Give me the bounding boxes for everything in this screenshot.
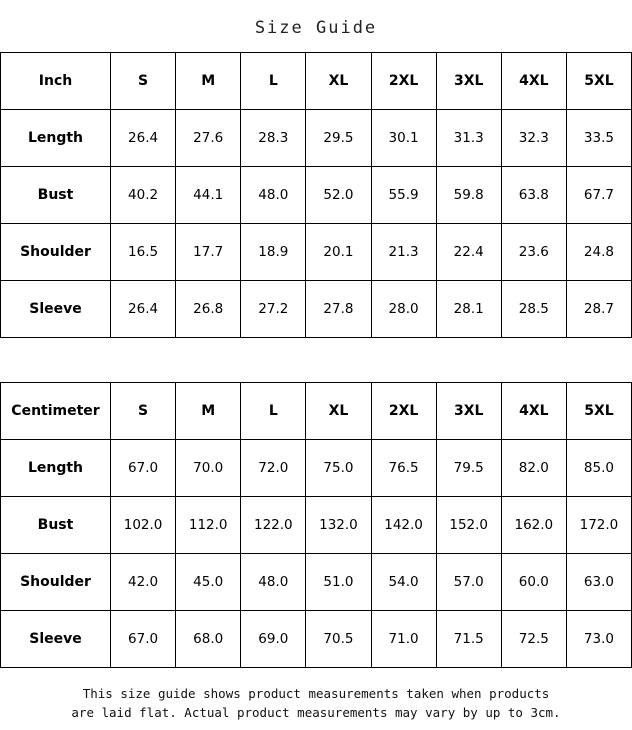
cell-value: 20.1 [306,224,371,281]
cell-value: 28.1 [436,281,501,338]
cell-value: 23.6 [501,224,566,281]
table-row [1,167,632,224]
cell-value: 82.0 [501,440,566,497]
row-label-length: Length [1,440,111,497]
cell-value: 40.2 [111,167,176,224]
cell-value: 30.1 [371,110,436,167]
size-table-centimeter [0,382,632,668]
cell-value: 152.0 [436,497,501,554]
cell-value: 26.4 [111,110,176,167]
note-line-1: This size guide shows product measurements taken when products [82,686,550,701]
column-header-xl: XL [306,383,371,440]
cell-value: 28.3 [241,110,306,167]
cell-value: 73.0 [566,611,631,668]
cell-value: 16.5 [111,224,176,281]
cell-value: 76.5 [371,440,436,497]
cell-value: 29.5 [306,110,371,167]
cell-value: 63.0 [566,554,631,611]
cell-value: 31.3 [436,110,501,167]
column-header-m: M [176,383,241,440]
row-label-bust: Bust [1,497,111,554]
cell-value: 27.2 [241,281,306,338]
table-row [1,554,632,611]
cell-value: 67.7 [566,167,631,224]
table-row [1,281,632,338]
cell-value: 17.7 [176,224,241,281]
column-header-2xl: 2XL [371,383,436,440]
column-header-s: S [111,53,176,110]
cell-value: 45.0 [176,554,241,611]
cell-value: 68.0 [176,611,241,668]
table-separator [0,338,632,382]
cell-value: 54.0 [371,554,436,611]
cell-value: 28.0 [371,281,436,338]
cell-value: 69.0 [241,611,306,668]
unit-label-centimeter: Centimeter [1,383,111,440]
cell-value: 72.0 [241,440,306,497]
cell-value: 132.0 [306,497,371,554]
row-label-shoulder: Shoulder [1,224,111,281]
cell-value: 67.0 [111,440,176,497]
cell-value: 55.9 [371,167,436,224]
column-header-2xl: 2XL [371,53,436,110]
cell-value: 112.0 [176,497,241,554]
row-label-length: Length [1,110,111,167]
cell-value: 21.3 [371,224,436,281]
cell-value: 60.0 [501,554,566,611]
cell-value: 27.8 [306,281,371,338]
cell-value: 28.5 [501,281,566,338]
cell-value: 142.0 [371,497,436,554]
cell-value: 70.5 [306,611,371,668]
cell-value: 18.9 [241,224,306,281]
column-header-4xl: 4XL [501,383,566,440]
cell-value: 162.0 [501,497,566,554]
table-row [1,224,632,281]
cell-value: 44.1 [176,167,241,224]
cell-value: 75.0 [306,440,371,497]
table-row [1,497,632,554]
table-header-row [1,53,632,110]
size-table-inch [0,52,632,338]
table-header-row [1,383,632,440]
cell-value: 85.0 [566,440,631,497]
cell-value: 172.0 [566,497,631,554]
column-header-m: M [176,53,241,110]
size-guide-note [0,668,632,722]
cell-value: 63.8 [501,167,566,224]
note-line-2: are laid flat. Actual product measurements may vary by up to 3cm. [71,705,561,720]
column-header-l: L [241,383,306,440]
cell-value: 26.8 [176,281,241,338]
cell-value: 72.5 [501,611,566,668]
cell-value: 102.0 [111,497,176,554]
cell-value: 28.7 [566,281,631,338]
cell-value: 122.0 [241,497,306,554]
column-header-5xl: 5XL [566,383,631,440]
column-header-xl: XL [306,53,371,110]
column-header-3xl: 3XL [436,53,501,110]
cell-value: 57.0 [436,554,501,611]
unit-label-inch: Inch [1,53,111,110]
cell-value: 52.0 [306,167,371,224]
cell-value: 71.0 [371,611,436,668]
column-header-4xl: 4XL [501,53,566,110]
cell-value: 33.5 [566,110,631,167]
cell-value: 27.6 [176,110,241,167]
cell-value: 79.5 [436,440,501,497]
column-header-5xl: 5XL [566,53,631,110]
cell-value: 22.4 [436,224,501,281]
row-label-sleeve: Sleeve [1,611,111,668]
table-row [1,110,632,167]
cell-value: 42.0 [111,554,176,611]
column-header-3xl: 3XL [436,383,501,440]
table-row [1,611,632,668]
table-row [1,440,632,497]
cell-value: 32.3 [501,110,566,167]
row-label-shoulder: Shoulder [1,554,111,611]
cell-value: 24.8 [566,224,631,281]
cell-value: 70.0 [176,440,241,497]
row-label-bust: Bust [1,167,111,224]
cell-value: 59.8 [436,167,501,224]
row-label-sleeve: Sleeve [1,281,111,338]
page-title: Size Guide [254,18,378,38]
cell-value: 48.0 [241,554,306,611]
column-header-l: L [241,53,306,110]
cell-value: 26.4 [111,281,176,338]
cell-value: 71.5 [436,611,501,668]
cell-value: 48.0 [241,167,306,224]
cell-value: 67.0 [111,611,176,668]
column-header-s: S [111,383,176,440]
cell-value: 51.0 [306,554,371,611]
